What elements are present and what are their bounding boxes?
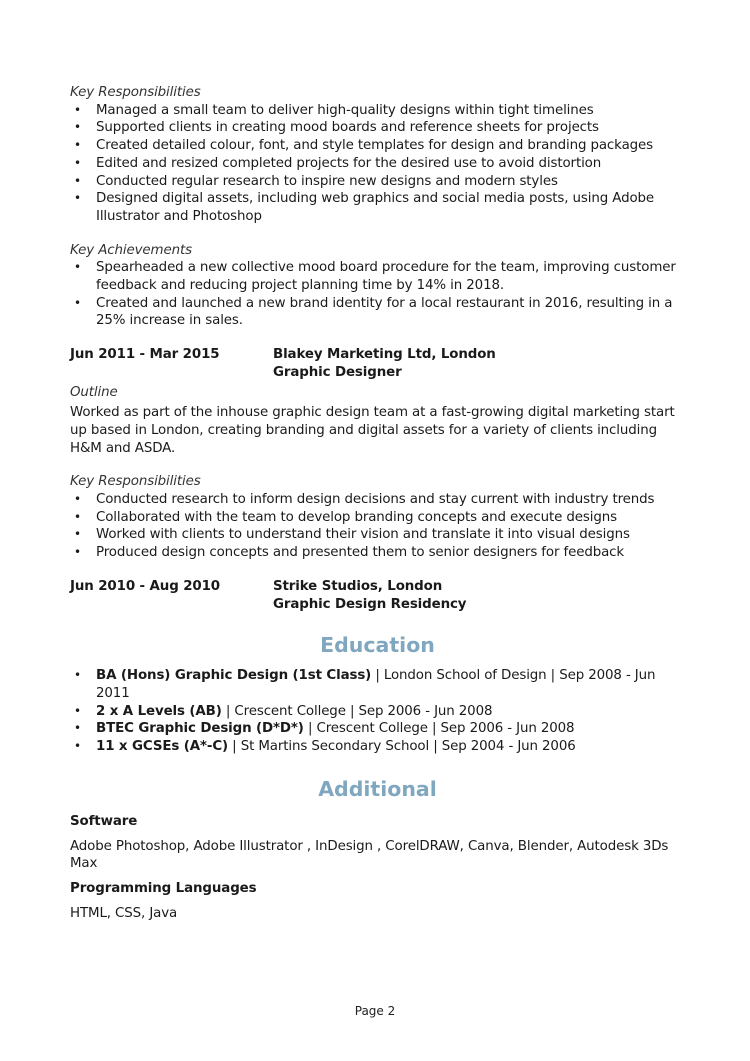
qualification: BTEC Graphic Design (D*D*) (96, 721, 304, 737)
responsibilities-list (70, 102, 685, 226)
job-title: Graphic Designer (273, 364, 402, 380)
education-item (70, 738, 685, 756)
qualification: BA (Hons) Graphic Design (1st Class) (96, 668, 372, 684)
list-item: • Designed digital assets, including web graphics and social media posts, using Adobe Illustrator and Photoshop (70, 190, 685, 225)
achievements-list (70, 259, 685, 330)
job-title: Graphic Design Residency (273, 596, 467, 612)
list-item: • Created detailed colour, font, and style templates for design and branding packages (70, 137, 685, 155)
list-item: • Worked with clients to understand their vision and translate it into visual designs (70, 526, 685, 544)
job-header (70, 578, 685, 613)
qualification-details: | St Martins Secondary School | Sep 2004 - Jun 2006 (228, 739, 576, 755)
qualification: 2 x A Levels (AB) (96, 703, 222, 719)
list-item: • Edited and resized completed projects for the desired use to avoid distortion (70, 155, 685, 173)
responsibilities-heading: Key Responsibilities (70, 474, 201, 490)
job-info (273, 578, 685, 613)
job-company: Blakey Marketing Ltd, London (273, 347, 496, 363)
job-info (273, 346, 685, 381)
additional-heading: Additional (318, 776, 437, 801)
education-heading: Education (320, 633, 435, 658)
cv-page-content (70, 84, 685, 922)
qualification-details: | London School of Design | Sep 2008 - Jun 2011 (96, 668, 656, 701)
education-item (70, 667, 685, 702)
achievements-heading: Key Achievements (70, 242, 192, 258)
qualification-details: | Crescent College | Sep 2006 - Jun 2008 (303, 721, 575, 737)
list-item: • Supported clients in creating mood boards and reference sheets for projects (70, 119, 685, 137)
education-list (70, 667, 685, 756)
list-item: • Managed a small team to deliver high-quality designs within tight timelines (70, 102, 685, 120)
education-item (70, 703, 685, 721)
list-item: • Collaborated with the team to develop branding concepts and execute designs (70, 509, 685, 527)
job-dates: Jun 2010 - Aug 2010 (70, 578, 220, 594)
job-dates: Jun 2011 - Mar 2015 (70, 347, 220, 363)
responsibilities-heading: Key Responsibilities (70, 85, 201, 100)
list-item: • Conducted regular research to inspire new designs and modern styles (70, 173, 685, 191)
list-item: • Produced design concepts and presented them to senior designers for feedback (70, 544, 685, 562)
list-item: • Conducted research to inform design decisions and stay current with industry trends (70, 491, 685, 509)
outline-text: Worked as part of the inhouse graphic design team at a fast-growing digital marketing start up based in London, creating branding and digital assets for a variety of clients including H&M and ASDA. (70, 405, 675, 456)
outline-heading: Outline (70, 384, 118, 400)
education-item (70, 720, 685, 738)
list-item: • Spearheaded a new collective mood board procedure for the team, improving customer feedback and reducing project planning time by 14% in 2018. (70, 259, 685, 294)
software-text: Adobe Photoshop, Adobe Illustrator , InDesign , CorelDRAW, Canva, Blender, Autodesk 3Ds Max (70, 838, 669, 872)
responsibilities-list (70, 491, 685, 562)
list-item: • Created and launched a new brand identity for a local restaurant in 2016, resulting in a 25% increase in sales. (70, 295, 685, 330)
software-heading: Software (70, 813, 138, 829)
job-company: Strike Studios, London (273, 578, 443, 594)
job-header (70, 346, 685, 381)
programming-heading: Programming Languages (70, 880, 257, 896)
qualification: 11 x GCSEs (A*-C) (96, 739, 229, 755)
qualification-details: | Crescent College | Sep 2006 - Jun 2008 (221, 703, 493, 719)
programming-text: HTML, CSS, Java (70, 905, 178, 921)
page-number: Page 2 (354, 1004, 396, 1018)
